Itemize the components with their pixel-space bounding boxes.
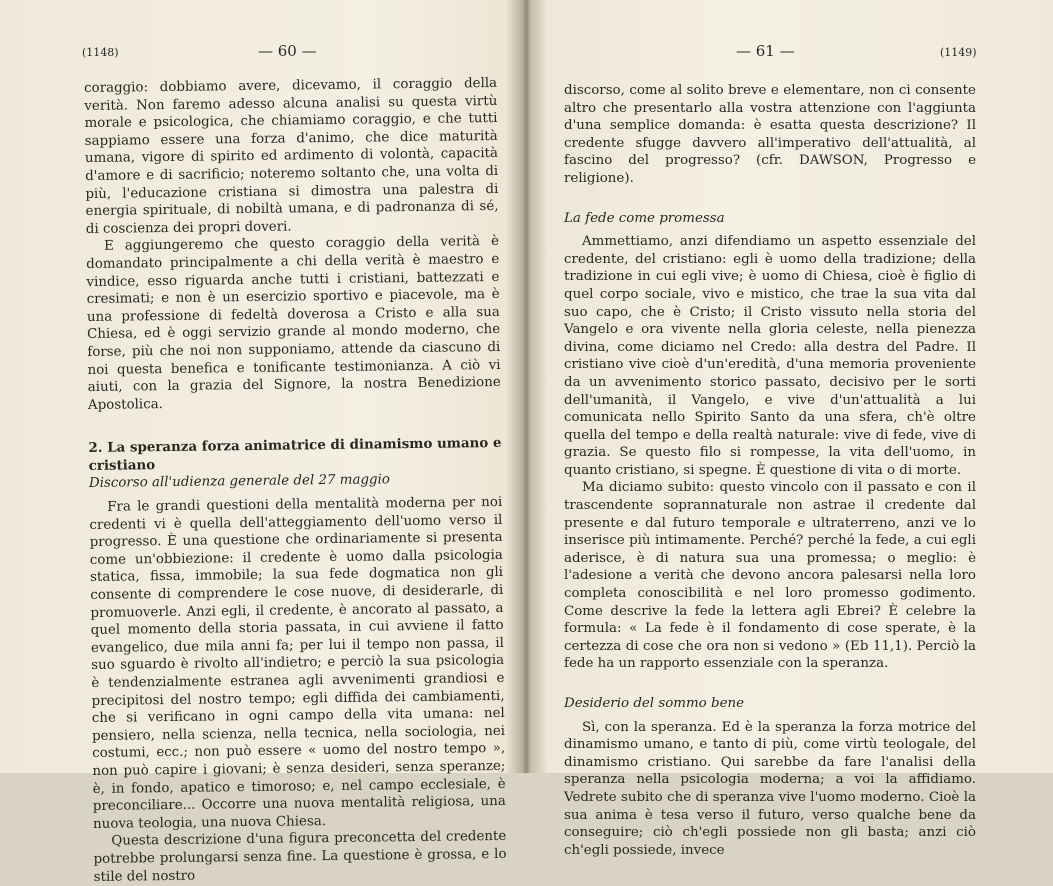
left-paragraph-3: Fra le grandi questioni della mentalità moderna per noi credenti vi è quella dell'atteggiamento dell'uomo verso il progresso. È una questione che ordinariamente si presenta come un'obbiezione: il credente è uomo dalla psicologia statica, fissa, immobile; la sua fede dogmatica non gli consente di comprendere le cose nuove, di desiderarle, di promuoverle. Anzi egli, il credente, è ancorato al passato, a quel momento della storia passata, in cui avviene il fatto evangelico, due mila anni fa; per lui il tempo non passa, il suo sguardo è rivolto all'indietro; e perciò la sua psicologia è tendenzialmente estranea agli avvenimenti grandiosi e precipitosi del nostro tempo; egli diffida dei cambiamenti, che si verificano in ogni campo della vita umana: nel pensiero, nella scienza, nella tecnica, nella sociologia, nei costumi, ecc.; non può essere « uomo del nostro tempo », non può capire i giovani; è senza desideri, senza speranze; è, in fondo, apatico e timoroso; e, nel campo ecclesiale, è preconciliare... Occorre una nuova mentalità religiosa, una nuova teologia, una nuova Chiesa.: [89, 494, 506, 832]
right-paragraph-1: discorso, come al solito breve e elementare, non ci consente altro che presentarlo alla vostra attenzione con l'aggiunta d'una semplice domanda: è esatta questa descrizione? Il credente sfugge davvero all'imperativo dell'attualità, al fascino del progresso? (cfr. DAWSON, Progresso e religione).: [564, 83, 976, 186]
subheading-fede-promessa: La fede come promessa: [564, 210, 725, 226]
right-paragraph-3: Ma diciamo subito: questo vincolo con il passato e con il trascendente soprannaturale non astrae il credente dal presente e dal futuro temporale e ultraterreno, anzi ve lo inserisce più intimamente. Perché? perché la fede, a cui egli aderisce, è di natura sua una promessa; o meglio: è l'adesione a verità che devono ancora palesarsi nella loro completa conoscibilità e nel loro promesso godimento. Come descrive la fede la lettera agli Ebrei? È celebre la formula: « La fede è il fondamento di cose sperate, è la certezza di cose che ora non si vedono » (Eb 11,1). Perciò la fede ha un rapporto essenziale con la speranza.: [564, 480, 976, 672]
left-header-number: (1148): [82, 46, 119, 59]
left-page-body: [84, 75, 507, 886]
right-page-number: — 61 —: [736, 42, 795, 60]
right-page: [528, 0, 1053, 858]
right-header-number: (1149): [940, 46, 977, 59]
subheading-desiderio: Desiderio del sommo bene: [564, 696, 745, 711]
left-paragraph-1: coraggio: dobbiamo avere, dicevamo, il coraggio della verità. Non faremo adesso alcuna analisi su questa virtù morale e psicologica, che chiamiamo coraggio, e che tutti sappiamo essere una forza d'animo, che dice maturità umana, vigore di spirito ed ardimento di volontà, capacità d'amore e di sacrificio; noteremo soltanto che, una volta di più, l'educazione cristiana si dimostra una palestra di energia spirituale, di nobiltà umana, e di padronanza di sé, di coscienza dei propri doveri.: [84, 75, 499, 237]
right-page-body: [564, 82, 976, 859]
right-paragraph-2: Ammettiamo, anzi difendiamo un aspetto essenziale del credente, del cristiano: egli è uomo della tradizione; della tradizione in cui egli vive; è uomo di Chiesa, cioè è figlio di quel corpo sociale, vivo e mistico, che trae la sua vita dal suo capo, che è Cristo; il Cristo vissuto nella storia del Vangelo e ora vivente nella gloria celeste, nella pienezza divina, come diciamo nel Credo: alla destra del Padre. Il cristiano vive cioè d'un'eredità, d'una memoria proveniente da un avvenimento storico passato, decisivo per le sorti dell'umanità, il Vangelo, e vive d'un'attualità a lui comunicata nello Spirito Santo da una sfera, ch'è oltre quella del tempo e della realtà naturale: vive di fede, vive di grazia. Se questo filo si rompesse, la vita dell'uomo, in quanto cristiano, si spegne. È questione di vita o di morte.: [564, 234, 976, 478]
left-page-number: — 60 —: [258, 42, 317, 60]
left-paragraph-4: Questa descrizione d'una figura preconcetta del credente potrebbe prolungarsi senza fine. La questione è grossa, e lo stile del nostro: [93, 829, 507, 885]
section-title: 2. La speranza forza animatrice di dinamismo umano e cristiano: [88, 435, 502, 474]
left-page: [0, 0, 525, 885]
left-paragraph-2: E aggiungeremo che questo coraggio della verità è domandato principalmente a chi della verità è maestro e vindice, esso riguarda anche tutti i cristiani, battezzati e cresimati; e non è un esercizio sportivo e piacevole, ma è una professione di fedeltà doverosa a Cristo e alla sua Chiesa, ed è oggi servizio grande al mondo moderno, che forse, più che noi non supponiamo, attende da ciascuno di noi questa benefica e tonificante testimonianza. A ciò vi aiuti, con la grazia del Signore, la nostra Benedizione Apostolica.: [86, 234, 501, 413]
right-paragraph-4: Sì, con la speranza. Ed è la speranza la forza motrice del dinamismo umano, e tanto di più, come virtù teologale, del dinamismo cristiano. Qui sarebbe da fare l'analisi della speranza nella psicologia moderna; a voi la affidiamo. Vedrete subito che di speranza vive l'uomo moderno. Cioè la sua anima è tesa verso il futuro, verso qualche bene da conseguire; ciò ch'egli possiede non gli basta; anzi ciò ch'egli possiede, invece: [564, 719, 976, 858]
section-subtitle: Discorso all'udienza generale del 27 maggio: [88, 472, 391, 492]
